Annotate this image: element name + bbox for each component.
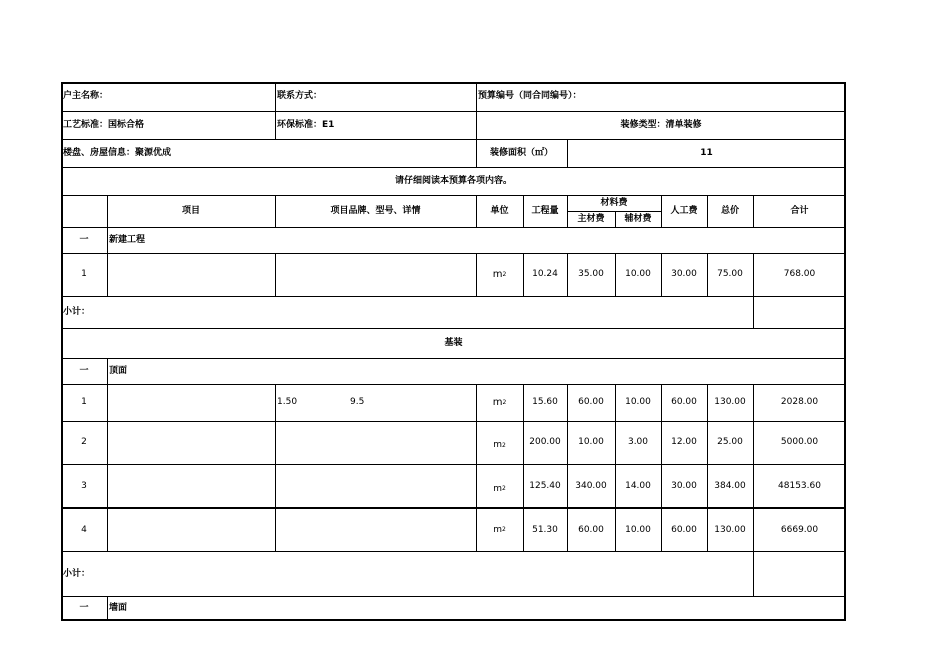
row-main-material: 60.00 <box>578 524 604 535</box>
col-line <box>753 551 754 596</box>
row-aux-material: 10.00 <box>625 524 651 535</box>
col-line <box>615 211 616 227</box>
col-line <box>707 253 708 296</box>
section-name-wall: 墙面 <box>109 603 128 614</box>
row-main-material: 60.00 <box>578 397 604 408</box>
row-labor: 12.00 <box>671 437 697 448</box>
row-quantity: 200.00 <box>529 437 561 448</box>
row-line <box>61 551 846 552</box>
row-number: 3 <box>81 480 87 491</box>
col-line <box>107 253 108 296</box>
col-line <box>753 384 754 551</box>
row-line <box>61 358 846 359</box>
col-line <box>523 195 524 227</box>
unit-text: m <box>492 268 503 280</box>
col-line <box>567 139 568 167</box>
contact-label: 联系方式： <box>277 91 323 102</box>
unit-superscript: 2 <box>501 526 506 534</box>
row-aux-material: 3.00 <box>627 437 649 448</box>
row-number: 2 <box>81 437 87 448</box>
row-unit <box>476 509 523 551</box>
col-line <box>107 596 108 621</box>
col-line <box>107 358 108 384</box>
row-line <box>61 328 846 329</box>
col-line <box>476 253 477 296</box>
unit-superscript: 2 <box>501 441 506 449</box>
col-sum: 合计 <box>790 205 809 216</box>
col-quantity: 工程量 <box>531 205 559 216</box>
unit-text: m <box>493 483 502 494</box>
col-line <box>753 253 754 296</box>
notice-text: 请仔细阅读本预算各项内容。 <box>394 175 512 186</box>
row-line <box>61 167 846 168</box>
row-unit <box>476 384 523 421</box>
unit-text: m <box>493 524 502 535</box>
area-value: 11 <box>700 147 713 158</box>
table-border-right <box>844 82 846 621</box>
row-line <box>61 421 846 422</box>
budget-sheet <box>61 82 846 621</box>
col-line <box>707 195 708 227</box>
col-line <box>567 253 568 296</box>
col-line <box>107 227 108 253</box>
col-line <box>661 384 662 551</box>
unit-superscript: 2 <box>502 398 507 406</box>
col-line <box>661 195 662 227</box>
unit-text: m <box>492 396 503 408</box>
row-number: 1 <box>81 269 87 280</box>
eco-standard: 环保标准：E1 <box>277 119 335 130</box>
row-price: 384.00 <box>714 480 746 491</box>
row-line <box>61 227 846 228</box>
table-border-top <box>61 82 846 84</box>
unit-superscript: 2 <box>501 485 506 493</box>
col-brand: 项目品牌、型号、详情 <box>330 205 421 216</box>
col-line <box>523 253 524 296</box>
col-aux-material: 辅材费 <box>624 213 652 224</box>
row-desc-extra: 9.5 <box>350 397 365 408</box>
col-line <box>753 296 754 328</box>
row-labor: 30.00 <box>671 480 697 491</box>
col-line <box>476 111 477 139</box>
unit-superscript: 2 <box>502 270 507 278</box>
row-price: 130.00 <box>714 397 746 408</box>
col-material-group: 材料费 <box>600 197 628 208</box>
table-border-bottom <box>61 619 846 621</box>
row-quantity: 51.30 <box>532 524 558 535</box>
row-line <box>61 139 846 140</box>
col-line <box>615 384 616 551</box>
row-sum: 2028.00 <box>780 397 819 408</box>
col-line <box>476 384 477 551</box>
col-labor: 人工费 <box>670 205 698 216</box>
row-main-material: 35.00 <box>578 269 604 280</box>
craft-standard: 工艺标准：国标合格 <box>63 119 145 130</box>
section-index: 一 <box>79 365 89 376</box>
row-aux-material: 10.00 <box>625 397 651 408</box>
section-name-ceiling: 顶面 <box>109 365 128 376</box>
col-line <box>275 195 276 227</box>
section-index: 一 <box>79 603 89 614</box>
section-basic: 基装 <box>444 337 463 348</box>
row-labor: 60.00 <box>671 524 697 535</box>
col-unit: 单位 <box>490 205 509 216</box>
col-line <box>275 82 276 111</box>
row-unit <box>476 253 523 296</box>
row-line-thick <box>61 507 846 509</box>
table-border-left <box>61 82 63 621</box>
row-quantity: 125.40 <box>529 480 561 491</box>
col-line <box>753 195 754 227</box>
col-line <box>275 384 276 551</box>
row-labor: 30.00 <box>671 269 697 280</box>
col-line <box>107 195 108 227</box>
row-line <box>61 596 846 597</box>
col-line <box>615 253 616 296</box>
unit-text: m <box>493 440 502 451</box>
row-aux-material: 14.00 <box>625 480 651 491</box>
col-line <box>567 195 568 227</box>
col-line <box>476 82 477 111</box>
col-line <box>707 384 708 551</box>
row-price: 75.00 <box>717 269 743 280</box>
col-line <box>275 111 276 139</box>
row-line <box>61 296 846 297</box>
col-item: 项目 <box>181 205 200 216</box>
property-info: 楼盘、房屋信息：聚源优成 <box>63 147 172 158</box>
row-unit <box>476 464 523 508</box>
col-line <box>275 253 276 296</box>
row-aux-material: 10.00 <box>625 269 651 280</box>
row-sum: 768.00 <box>783 269 816 280</box>
row-line <box>567 211 661 212</box>
row-quantity: 10.24 <box>532 269 558 280</box>
owner-name-label: 户主名称： <box>63 91 109 102</box>
section-index: 一 <box>79 234 89 245</box>
row-line <box>61 464 846 465</box>
row-main-material: 10.00 <box>578 437 604 448</box>
row-labor: 60.00 <box>671 397 697 408</box>
row-sum: 5000.00 <box>780 437 819 448</box>
col-line <box>661 253 662 296</box>
row-quantity: 15.60 <box>532 397 558 408</box>
col-line <box>107 384 108 551</box>
row-unit <box>476 421 523 464</box>
col-line <box>523 384 524 551</box>
row-line <box>61 384 846 385</box>
col-main-material: 主材费 <box>577 213 605 224</box>
area-label: 装修面积（㎡） <box>489 147 553 158</box>
col-line <box>476 139 477 167</box>
row-price: 130.00 <box>714 524 746 535</box>
row-line <box>61 253 846 254</box>
row-line <box>61 195 846 196</box>
col-unit-total: 总价 <box>720 205 739 216</box>
row-number: 1 <box>81 397 87 408</box>
decoration-type: 装修类型：清单装修 <box>620 119 702 130</box>
row-price: 25.00 <box>717 437 743 448</box>
section-name-new-build: 新建工程 <box>109 234 146 245</box>
row-main-material: 340.00 <box>575 480 607 491</box>
row-sum: 48153.60 <box>778 480 821 491</box>
col-line <box>567 384 568 551</box>
row-sum: 6669.00 <box>780 524 819 535</box>
col-line <box>476 195 477 227</box>
subtotal-label: 小计： <box>63 306 91 317</box>
row-line <box>61 111 846 112</box>
row-number: 4 <box>81 524 87 535</box>
subtotal-label: 小计： <box>63 568 91 579</box>
budget-number-label: 预算编号（同合同编号）： <box>478 91 582 102</box>
row-desc: 1.50 <box>277 397 298 408</box>
